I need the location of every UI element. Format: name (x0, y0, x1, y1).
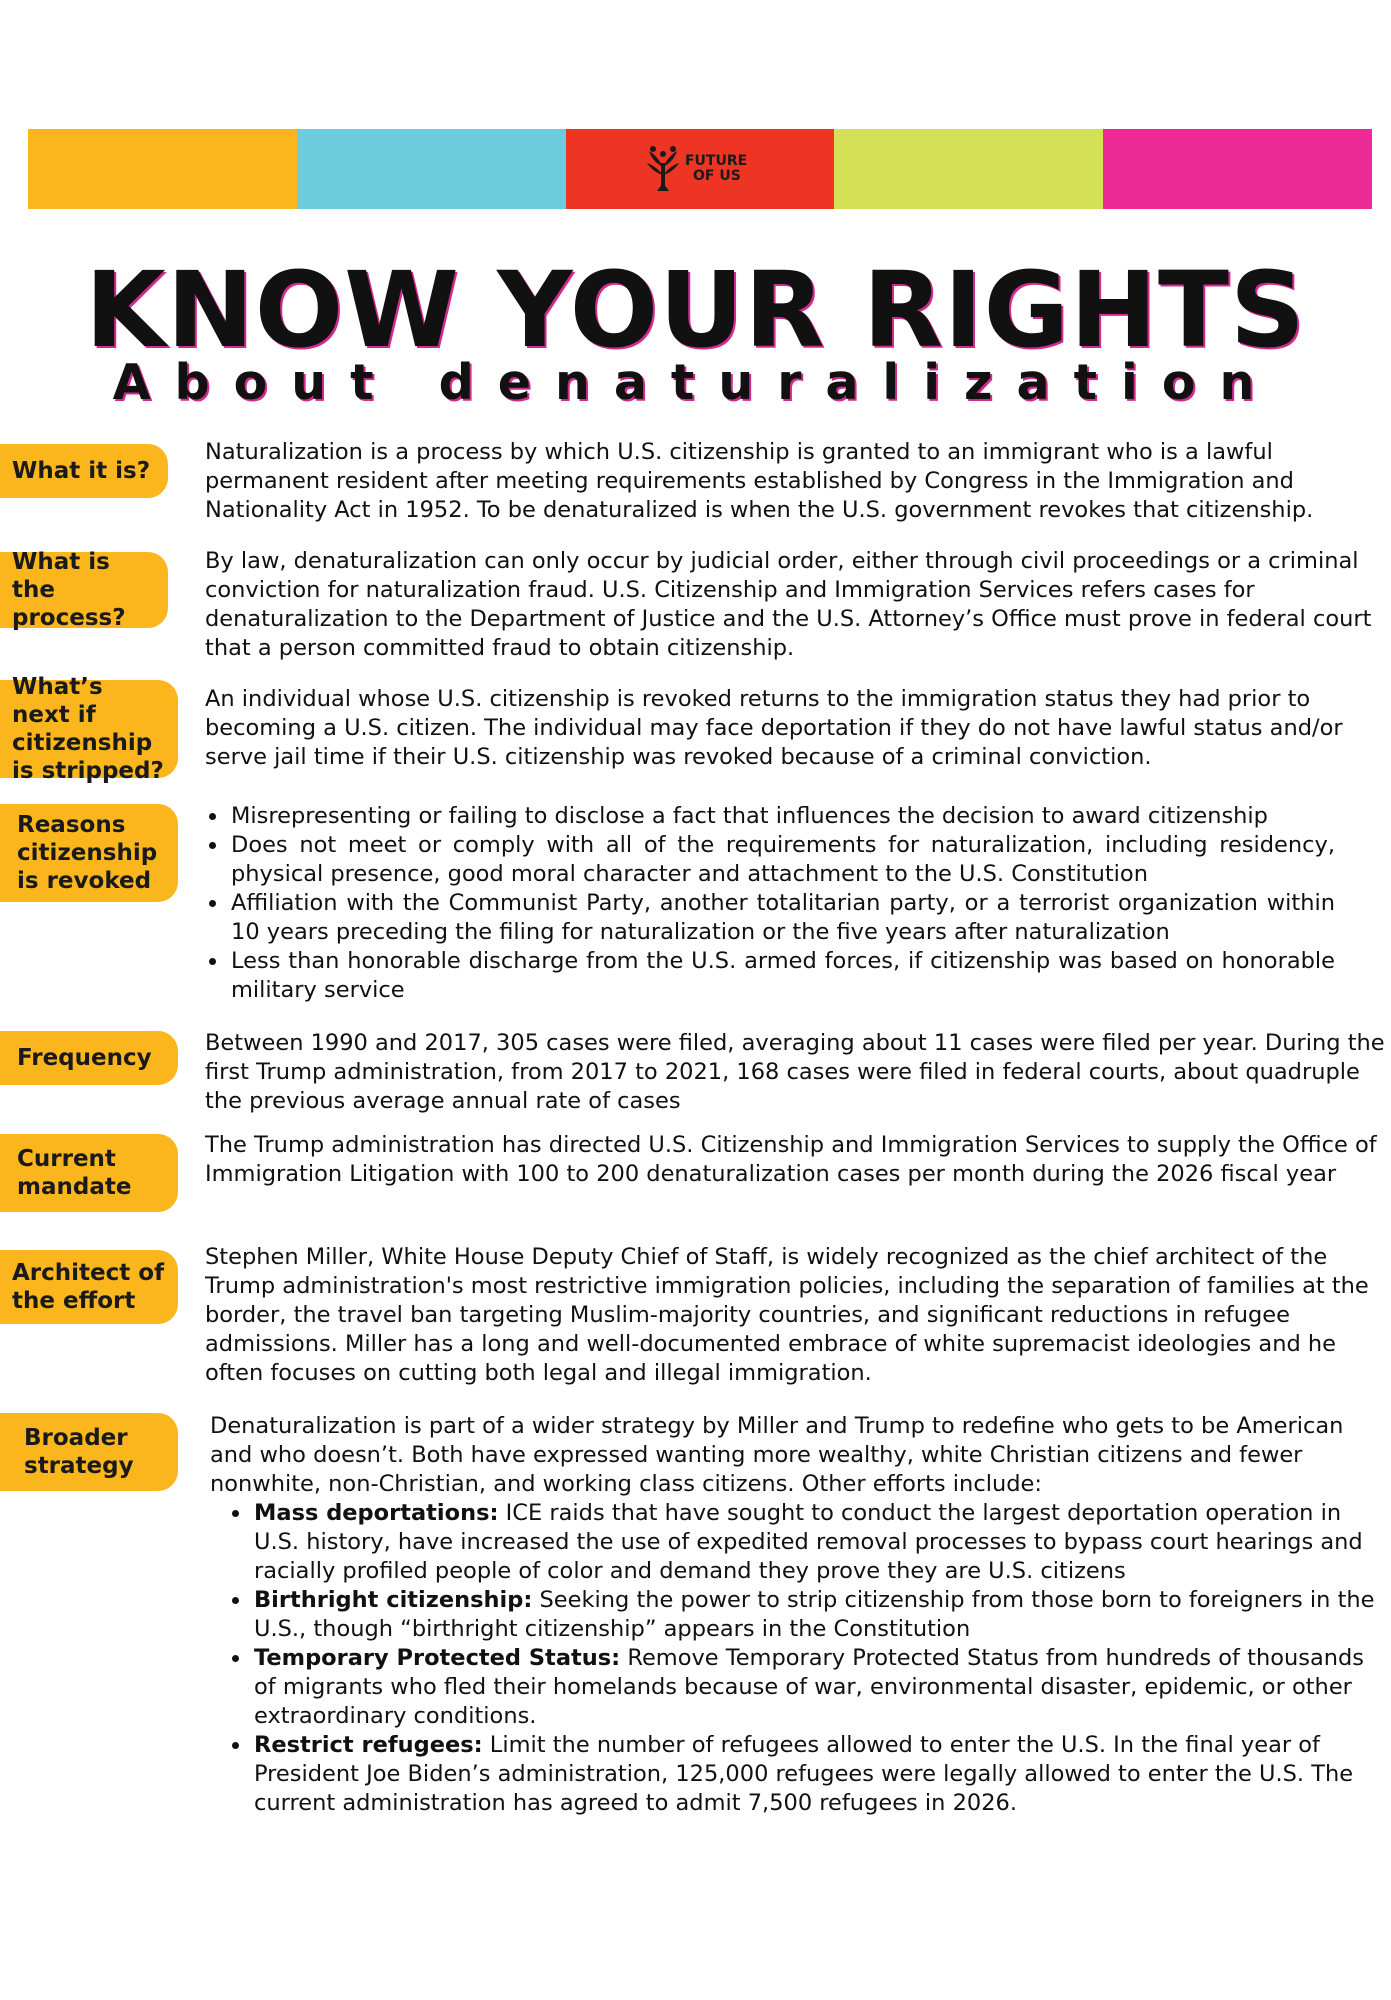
item-term: Restrict refugees: (254, 1732, 483, 1758)
section-architect (205, 1243, 1385, 1388)
brand-color-bar (28, 129, 1372, 209)
reasons-list (205, 802, 1335, 1005)
label-text: Broader strategy (24, 1425, 134, 1479)
section-broader-strategy (210, 1412, 1380, 1818)
strategy-list (210, 1499, 1380, 1818)
list-item: • Less than honorable discharge from the U.S. armed forces, if citizenship was based on honorable military service (229, 947, 1335, 1005)
logo-text (685, 154, 755, 184)
list-item: • Does not meet or comply with all of the requirements for naturalization, including residency, physical presence, good moral character and attachment to the U.S. Constitution (229, 831, 1335, 889)
section-text: Stephen Miller, White House Deputy Chief of Staff, is widely recognized as the chief architect of the Trump administration's most restrictive immigration policies, including the separation of families at the border, the travel ban targeting Muslim-majority countries, and significant reductions in refugee admissions. Miller has a long and well-documented embrace of white supremacist ideologies and he often focuses on cutting both legal and illegal immigration. (205, 1244, 1369, 1386)
label-process (0, 549, 168, 631)
section-current-mandate (205, 1131, 1385, 1189)
logo-line-1: FUTURE (684, 153, 748, 169)
label-text: Architect of the effort (12, 1260, 165, 1314)
label-text: Current mandate (17, 1146, 132, 1200)
section-text: The Trump administration has directed U.S. Citizenship and Immigration Services to supply the Office of Immigration Litigation with 100 to 200 denaturalization cases per month during the 2026 fiscal year (205, 1132, 1377, 1187)
item-text: ICE raids that have sought to conduct the largest deportation operation in U.S. history, have increased the use of expedited removal processes to bypass court hearings and racially profiled people of color and demand they prove they are U.S. citizens (254, 1500, 1363, 1584)
section-process (205, 547, 1385, 663)
item-term: Mass deportations: (254, 1500, 499, 1526)
label-broader-strategy (0, 1413, 178, 1491)
label-architect (0, 1250, 178, 1324)
section-what-it-is (205, 438, 1385, 525)
list-item (252, 1499, 1380, 1586)
list-item: • Misrepresenting or failing to disclose a fact that influences the decision to award citizenship (229, 802, 1335, 831)
list-item: • Affiliation with the Communist Party, another totalitarian party, or a terrorist organization within 10 years preceding the filing for naturalization or the five years after naturalization (229, 889, 1335, 947)
label-text: What’s next if citizenship is stripped? (12, 674, 164, 784)
color-segment-orange (28, 129, 297, 209)
logo-line-2: OF US (692, 168, 741, 184)
label-text: Frequency (17, 1045, 152, 1071)
label-current-mandate (0, 1134, 178, 1212)
tree-people-icon (645, 145, 681, 193)
color-segment-red (566, 129, 835, 209)
section-text: An individual whose U.S. citizenship is revoked returns to the immigration status they had prior to becoming a U.S. citizen. The individual may face deportation if they do not have lawful status and/or serve jail time if their U.S. citizenship was revoked because of a criminal conviction. (205, 686, 1343, 770)
strategy-intro: Denaturalization is part of a wider strategy by Miller and Trump to redefine who gets to be American and who doesn’t. Both have expressed wanting more wealthy, white Christian citizens and fewer nonwhite, non-Christian, and working class citizens. Other efforts include: (210, 1413, 1344, 1497)
label-text: What it is? (12, 458, 151, 484)
item-text: Remove Temporary Protected Status from hundreds of thousands of migrants who fled their homelands because of war, environmental disaster, epidemic, or other extraordinary conditions. (254, 1645, 1365, 1729)
label-frequency (0, 1031, 178, 1085)
label-what-it-is (0, 444, 168, 498)
item-text: Limit the number of refugees allowed to enter the U.S. In the final year of President Joe Biden’s administration, 125,000 refugees were legally allowed to enter the U.S. The current administration has agreed to admit 7,500 refugees in 2026. (254, 1732, 1354, 1816)
item-term: Birthright citizenship: (254, 1587, 533, 1613)
color-segment-blue (297, 129, 566, 209)
label-text: What is the process? (12, 549, 126, 631)
section-text: Between 1990 and 2017, 305 cases were filed, averaging about 11 cases were filed per year. During the first Trump administration, from 2017 to 2021, 168 cases were filed in federal courts, about quadruple the previous average annual rate of cases (205, 1030, 1385, 1114)
item-text: Seeking the power to strip citizenship from those born to foreigners in the U.S., though “birthright citizenship” appears in the Constitution (254, 1587, 1375, 1642)
list-item (252, 1644, 1380, 1731)
page-subtitle: About denaturalization (112, 354, 1279, 411)
section-text: By law, denaturalization can only occur by judicial order, either through civil proceedings or a criminal conviction for naturalization fraud. U.S. Citizenship and Immigration Services refers cases for denaturalization to the Department of Justice and the U.S. Attorney’s Office must prove in federal court that a person committed fraud to obtain citizenship. (205, 548, 1372, 661)
label-reasons (0, 804, 178, 902)
future-of-us-logo (645, 145, 755, 193)
color-segment-lime (834, 129, 1103, 209)
page-title: KNOW YOUR RIGHTS (85, 249, 1306, 371)
label-text: Reasons citizenship is revoked (17, 812, 158, 894)
section-text: Naturalization is a process by which U.S. citizenship is granted to an immigrant who is a lawful permanent resident after meeting requirements established by Congress in the Immigration and Nationality Act in 1952. To be denaturalized is when the U.S. government revokes that citizenship. (205, 439, 1314, 523)
list-item (252, 1731, 1380, 1818)
color-segment-pink (1103, 129, 1372, 209)
item-term: Temporary Protected Status: (254, 1645, 621, 1671)
section-reasons (205, 802, 1335, 1005)
list-item (252, 1586, 1380, 1644)
section-whats-next (205, 685, 1385, 772)
section-frequency (205, 1029, 1385, 1116)
label-whats-next (0, 674, 178, 784)
